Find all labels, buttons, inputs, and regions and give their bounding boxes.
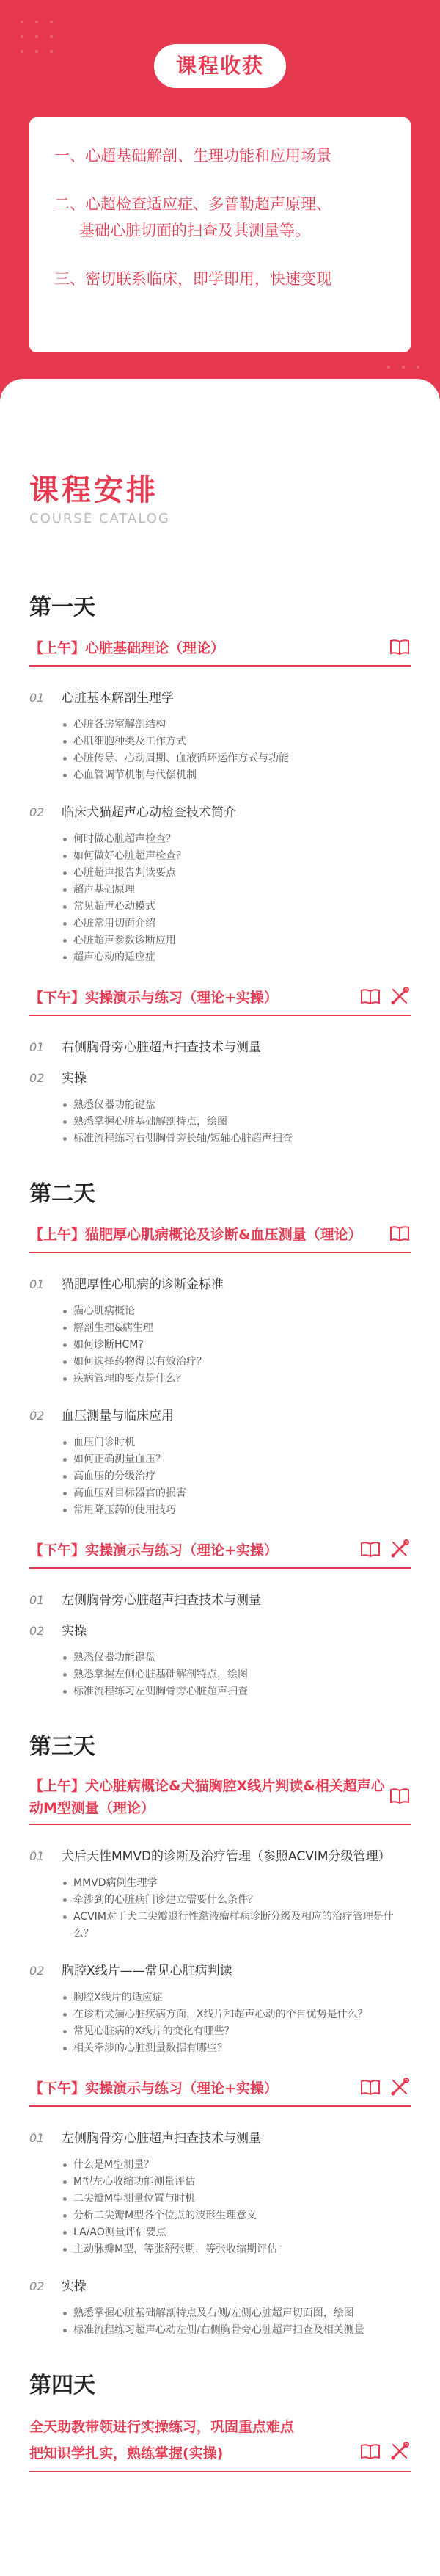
harvest-item-line: 三、密切联系临床，即学即用，快速变现: [54, 270, 331, 288]
day-block: [29, 1728, 411, 2339]
day4-summary: [29, 2414, 411, 2472]
list-item: 疾病管理的要点是什么？: [62, 1371, 411, 1387]
session-label: 【下午】实操演示与练习（理论+实操）: [29, 990, 278, 1006]
open-book-icon: [359, 985, 381, 1010]
list-item: 什么是M型测量？: [62, 2157, 411, 2174]
tools-icon: [389, 2440, 411, 2465]
topic-number: 01: [29, 691, 45, 705]
topic-number: 02: [29, 805, 45, 819]
list-item: 如何诊断HCM?: [62, 1337, 411, 1354]
harvest-item: [54, 142, 390, 169]
list-item: 熟悉掌握左侧心脏基础解剖特点，绘图: [62, 1666, 411, 1683]
harvest-title: 课程收获: [154, 44, 286, 88]
list-item: M型左心收缩功能测量评估: [62, 2174, 411, 2191]
topic-bullet-list: [29, 1097, 411, 1147]
topic-number: 02: [29, 1624, 45, 1638]
day4-line: 全天助教带领进行实操练习，巩固重点难点: [29, 2419, 295, 2435]
list-item: 超声基础原理: [62, 882, 411, 899]
topic-bullet-list: [29, 1303, 411, 1387]
list-item: ACVIM对于犬二尖瓣退行性黏液瘤样病诊断分级及相应的治疗管理是什么？: [62, 1909, 411, 1942]
session-label: 【下午】实操演示与练习（理论+实操）: [29, 2080, 278, 2097]
list-item: 常见心脏病的X线片的变化有哪些？: [62, 2023, 411, 2040]
course-catalog-section: [0, 379, 440, 2544]
session-header: [29, 636, 411, 667]
topic-bullet-list: [29, 2157, 411, 2258]
list-item: 在诊断犬猫心脏疾病方面，X线片和超声心动的个自优势是什么？: [62, 2006, 411, 2023]
topic-title: 右侧胸骨旁心脏超声扫查技术与测量: [62, 1040, 261, 1055]
topic-number: 02: [29, 1071, 45, 1085]
list-item: 心脏各房室解剖结构: [62, 716, 411, 733]
list-item: LA/AO测量评估要点: [62, 2224, 411, 2241]
session-icons: [359, 2440, 411, 2465]
topic-title: 左侧胸骨旁心脏超声扫查技术与测量: [62, 1593, 261, 1608]
list-item: 标准流程练习左侧胸骨旁心脏超声扫查: [62, 1683, 411, 1700]
list-item: 心脏常用切面介绍: [62, 915, 411, 932]
session-icons: [389, 1222, 411, 1247]
harvest-item: [54, 191, 390, 244]
topic-heading: [29, 1069, 411, 1088]
open-book-icon: [359, 2440, 381, 2465]
topic-bullet-list: [29, 1650, 411, 1700]
harvest-item-line: 二、心超检查适应症、多普勒超声原理、: [54, 195, 331, 213]
tools-icon: [389, 2076, 411, 2101]
list-item: 如何正确测量血压？: [62, 1451, 411, 1468]
day-block: [29, 2367, 411, 2472]
topic-title: 猫肥厚性心肌病的诊断金标准: [62, 1277, 224, 1292]
open-book-icon: [389, 1222, 411, 1247]
topic-title: 血压测量与临床应用: [62, 1409, 174, 1423]
list-item: 常见超声心动模式: [62, 899, 411, 915]
list-item: 心脏超声参数诊断应用: [62, 932, 411, 949]
open-book-icon: [359, 1538, 381, 1563]
harvest-item-line: 基础心脏切面的扫查及其测量等。: [79, 222, 310, 239]
schedule-days: [29, 589, 411, 2339]
list-item: 二尖瓣M型测量位置与时机: [62, 2191, 411, 2207]
tools-icon: [389, 1538, 411, 1563]
catalog-title: 课程安排: [29, 474, 158, 507]
topic-number: 02: [29, 2279, 45, 2293]
list-item: 心脏超声报告判读要点: [62, 865, 411, 882]
topic-title: 临床犬猫超声心动检查技术简介: [62, 805, 236, 820]
topic-number: 02: [29, 1964, 45, 1978]
topic-number: 01: [29, 2131, 45, 2145]
topic-title: 实操: [62, 1624, 87, 1639]
session-icons: [359, 1538, 411, 1563]
topic-title: 胸腔X线片——常见心脏病判读: [62, 1964, 232, 1978]
topic-heading: [29, 1275, 411, 1294]
open-book-icon: [389, 636, 411, 661]
topic-number: 02: [29, 1409, 45, 1423]
topic-bullet-list: [29, 1434, 411, 1519]
list-item: 如何做好心脏超声检查？: [62, 848, 411, 865]
day4-line: 把知识学扎实，熟练掌握(实操): [29, 2445, 224, 2461]
session-icons: [359, 2076, 411, 2101]
session-header: [29, 1538, 411, 1569]
topic-title: 犬后天性MMVD的诊断及治疗管理（参照ACVIM分级管理）: [62, 1849, 391, 1864]
list-item: 解剖生理&病生理: [62, 1320, 411, 1337]
course-harvest-section: [0, 0, 440, 411]
list-item: 熟悉掌握心脏基础解剖特点及右侧/左侧心脏超声切面图，绘图: [62, 2305, 411, 2322]
session-icons: [389, 1785, 411, 1810]
session-label: 【上午】犬心脏病概论&犬猫胸腔X线片判读&相关超声心动M型测量（理论）: [29, 1778, 385, 1816]
topic-heading: [29, 2129, 411, 2148]
list-item: 超声心动的适应症: [62, 949, 411, 966]
topic-heading: [29, 689, 411, 708]
session-header: [29, 985, 411, 1016]
session-icons: [359, 985, 411, 1010]
topic-number: 01: [29, 1040, 45, 1054]
harvest-card: [29, 117, 411, 352]
topic-title: 心脏基本解剖生理学: [62, 691, 174, 705]
topic-number: 01: [29, 1277, 45, 1291]
topic-title: 左侧胸骨旁心脏超声扫查技术与测量: [62, 2131, 261, 2146]
list-item: 常用降压药的使用技巧: [62, 1502, 411, 1519]
list-item: 高血压的分级治疗: [62, 1468, 411, 1485]
list-item: 心肌细胞种类及工作方式: [62, 733, 411, 750]
session-label: 【上午】心脏基础理论（理论）: [29, 640, 225, 656]
topic-title: 实操: [62, 2279, 87, 2294]
session-header: [29, 2076, 411, 2107]
day-title: 第一天: [29, 595, 95, 620]
topic-heading: [29, 803, 411, 822]
list-item: 熟悉掌握心脏基础解剖特点，绘图: [62, 1114, 411, 1131]
topic-heading: [29, 1622, 411, 1641]
topic-bullet-list: [29, 1875, 411, 1942]
day-title: 第三天: [29, 1734, 95, 1760]
tools-icon: [389, 985, 411, 1010]
list-item: 猫心肌病概论: [62, 1303, 411, 1320]
list-item: 高血压对目标器官的损害: [62, 1485, 411, 1502]
topic-heading: [29, 1847, 411, 1866]
topic-bullet-list: [29, 716, 411, 784]
topic-title: 实操: [62, 1071, 87, 1086]
catalog-header: [29, 379, 411, 561]
session-header: [29, 1775, 411, 1825]
topic-bullet-list: [29, 831, 411, 966]
day-title: 第二天: [29, 1181, 95, 1207]
list-item: 熟悉仪器功能键盘: [62, 1097, 411, 1114]
catalog-subtitle: COURSE CATALOG: [29, 511, 170, 526]
topic-heading: [29, 1591, 411, 1610]
open-book-icon: [389, 1785, 411, 1810]
topic-number: 01: [29, 1849, 45, 1863]
open-book-icon: [359, 2076, 381, 2101]
harvest-item: [54, 266, 390, 292]
session-header: [29, 1222, 411, 1253]
session-label: 【下午】实操演示与练习（理论+实操）: [29, 1542, 278, 1559]
topic-heading: [29, 1038, 411, 1057]
list-item: 心血管调节机制与代偿机制: [62, 767, 411, 784]
list-item: 何时做心脏超声检查？: [62, 831, 411, 848]
topic-heading: [29, 1407, 411, 1426]
list-item: MMVD病例生理学: [62, 1875, 411, 1892]
session-icons: [389, 636, 411, 661]
topic-bullet-list: [29, 1989, 411, 2057]
list-item: 主动脉瓣M型，等张舒张期，等张收缩期评估: [62, 2241, 411, 2258]
topic-bullet-list: [29, 2305, 411, 2339]
session-label: 【上午】猫肥厚心肌病概论及诊断&血压测量（理论）: [29, 1227, 362, 1243]
topic-number: 01: [29, 1593, 45, 1607]
topic-heading: [29, 1962, 411, 1981]
list-item: 标准流程练习超声心动左侧/右侧胸骨旁心脏超声扫查及相关测量: [62, 2322, 411, 2339]
topic-heading: [29, 2277, 411, 2296]
day-title: 第四天: [29, 2373, 95, 2398]
list-item: 熟悉仪器功能键盘: [62, 1650, 411, 1666]
list-item: 分析二尖瓣M型各个位点的波形生理意义: [62, 2207, 411, 2224]
list-item: 如何选择药物得以有效治疗？: [62, 1354, 411, 1371]
list-item: 牵涉到的心脏病门诊建立需要什么条件？: [62, 1892, 411, 1909]
harvest-item-line: 一、心超基础解剖、生理功能和应用场景: [54, 147, 331, 164]
day-block: [29, 589, 411, 1147]
list-item: 标准流程练习右侧胸骨旁长轴/短轴心脏超声扫查: [62, 1131, 411, 1147]
day-block: [29, 1175, 411, 1700]
list-item: 血压门诊时机: [62, 1434, 411, 1451]
list-item: 胸腔X线片的适应症: [62, 1989, 411, 2006]
list-item: 心脏传导、心动周期、血液循环运作方式与功能: [62, 750, 411, 767]
list-item: 相关牵涉的心脏测量数据有哪些？: [62, 2040, 411, 2057]
